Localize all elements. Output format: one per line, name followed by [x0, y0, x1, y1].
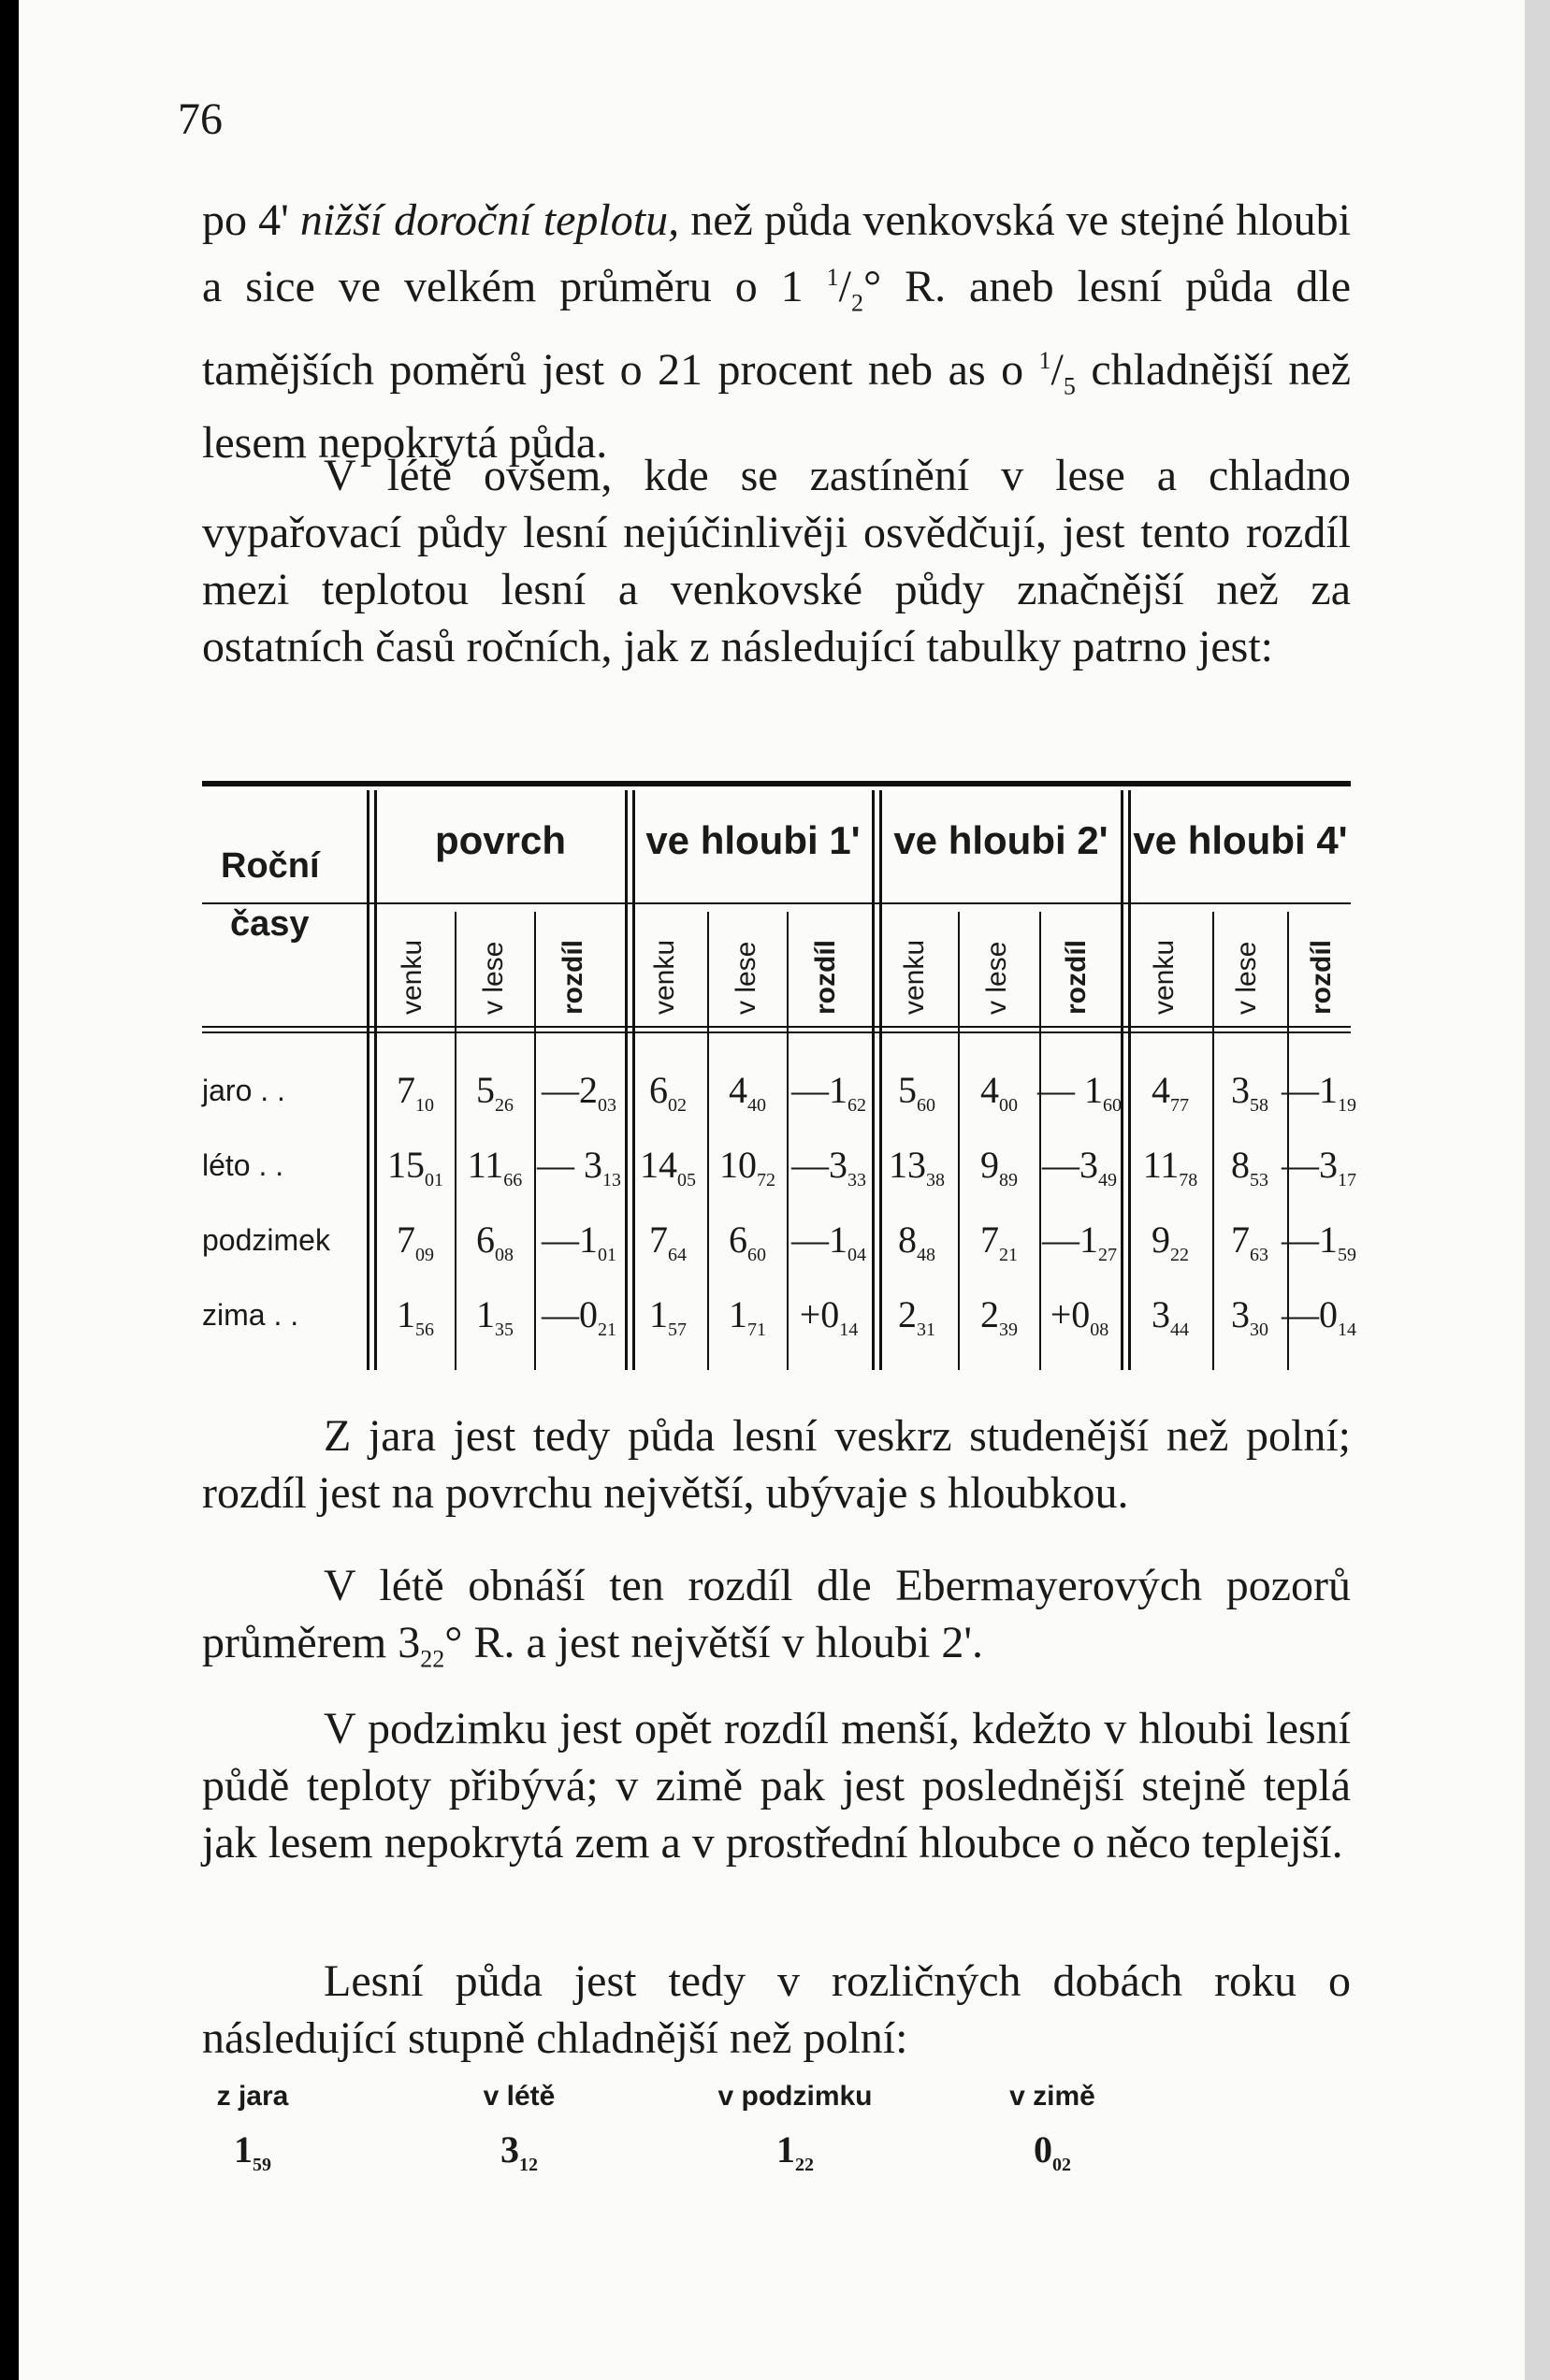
table-cell: $5_{60}$ [898, 1069, 935, 1116]
table-cell: $—3_{49}$ [1042, 1144, 1117, 1190]
table-cell: $3_{30}$ [1231, 1293, 1268, 1340]
subcol-rozdil: rozdíl [1306, 940, 1337, 1015]
table-cell: $14_{05}$ [640, 1144, 696, 1190]
subcol-v-lese: v lese [478, 941, 509, 1015]
summary-value: $0_{02}$ [1034, 2128, 1071, 2175]
table-cell: $—0_{14}$ [1282, 1293, 1356, 1340]
row-header-line1: Roční [221, 846, 320, 886]
table-cell: $—1_{19}$ [1282, 1069, 1356, 1116]
table-cell: $—1_{59}$ [1282, 1219, 1356, 1265]
group-header-hloubi-1: ve hloubi 1' [645, 818, 861, 862]
table-cell: $2_{31}$ [898, 1293, 935, 1340]
table-cell: $10_{72}$ [719, 1144, 775, 1190]
table-cell: $13_{38}$ [889, 1144, 945, 1190]
table-cell: $—1_{04}$ [791, 1219, 866, 1265]
page-edge [1525, 0, 1550, 2380]
table-cell: $—3_{17}$ [1282, 1144, 1356, 1190]
table-cell: $3_{44}$ [1152, 1293, 1189, 1340]
table-cell: $8_{48}$ [898, 1219, 935, 1265]
table-cell: $4_{00}$ [980, 1069, 1018, 1116]
page [19, 0, 1525, 2380]
table-cell: $9_{89}$ [980, 1144, 1018, 1190]
table-cell: $6_{02}$ [649, 1069, 687, 1116]
season-label: jaro . . [202, 1074, 285, 1107]
season-label: léto . . [202, 1148, 284, 1182]
table-cell: $7_{09}$ [397, 1219, 434, 1265]
summary-value: $1_{59}$ [234, 2128, 271, 2175]
subcol-venku: venku [649, 939, 680, 1015]
table-cell: — $1_{60}$ [1037, 1069, 1122, 1116]
group-header-hloubi-2: ve hloubi 2' [893, 818, 1108, 862]
table-cell: $1_{35}$ [476, 1293, 514, 1340]
subcol-v-lese: v lese [731, 941, 761, 1015]
subcol-rozdil: rozdíl [810, 940, 841, 1015]
summary-value: $3_{12}$ [500, 2128, 538, 2175]
table-cell: $11_{78}$ [1142, 1144, 1198, 1190]
table-cell: $15_{01}$ [387, 1144, 443, 1190]
summary-label: z jara [216, 2081, 289, 2112]
table-cell: $—3_{33}$ [791, 1144, 866, 1190]
season-label: podzimek [202, 1223, 330, 1257]
table-cell: $—1_{62}$ [791, 1069, 866, 1116]
summary-label: v zimě [1009, 2081, 1095, 2112]
group-header-hloubi-4: ve hloubi 4' [1133, 818, 1348, 862]
table-cell: $7_{10}$ [397, 1069, 434, 1116]
paragraph-2: V létě ovšem, kde se zastínění v lese a chladno vypařovací půdy lesní nejúčinlivěji osvědčují, jest tento rozdíl mezi teplotou lesní a venkovské půdy značnější než za ostatních časů ročních, jak z následující tabulky patrno jest: [202, 451, 1351, 671]
table-cell: $8_{53}$ [1231, 1144, 1268, 1190]
table-cell: $+0_{14}$ [799, 1293, 859, 1340]
subcol-venku: venku [1149, 939, 1180, 1015]
table-cell: $7_{21}$ [980, 1219, 1018, 1265]
table-cell: $11_{66}$ [467, 1144, 523, 1190]
table-cell: $+0_{08}$ [1050, 1293, 1109, 1340]
summary-value: $1_{22}$ [776, 2128, 814, 2175]
table-cell: $4_{40}$ [729, 1069, 766, 1116]
temperature-table [202, 781, 1356, 1375]
subcol-v-lese: v lese [981, 941, 1012, 1015]
row-header-line2: časy [230, 904, 310, 944]
table-cell: $3_{58}$ [1231, 1069, 1268, 1116]
table-cell: $5_{26}$ [476, 1069, 514, 1116]
summary-label: v létě [483, 2081, 556, 2112]
table-cell: $—1_{01}$ [542, 1219, 616, 1265]
subcol-rozdil: rozdíl [1061, 940, 1092, 1015]
table-cell: $9_{22}$ [1152, 1219, 1189, 1265]
paragraph-1: po 4' nižší doroční teplotu, než půda venkovská ve stejné hloubi a sice ve velkém průměru o 1 $^1/_2^\circ$ R. aneb lesní půda dle tamějších poměrů jest o 21 procent neb as o $^1/_5$ chladnější než lesem nepokrytá půda. [202, 195, 1352, 469]
group-header-povrch: povrch [434, 818, 567, 862]
subcol-venku: venku [899, 939, 930, 1015]
season-label: zima . . [202, 1298, 299, 1332]
table-cell: $7_{64}$ [649, 1219, 687, 1265]
table-cell: $2_{39}$ [980, 1293, 1018, 1340]
table-cell: $1_{56}$ [397, 1293, 434, 1340]
paragraph-5: V podzimku jest opět rozdíl menší, kdežto v hloubi lesní půdě teploty přibývá; v zimě pak jest poslednější stejně teplá jak lesem nepokrytá zem a v prostřední hloubce o něco teplejší. [202, 1704, 1351, 1868]
subcol-v-lese: v lese [1231, 941, 1262, 1015]
summary-label: v podzimku [717, 2081, 873, 2112]
table-cell: $1_{57}$ [649, 1293, 687, 1340]
table-cell: $6_{08}$ [476, 1219, 514, 1265]
table-cell: $6_{60}$ [729, 1219, 766, 1265]
paragraph-4: V létě obnáší ten rozdíl dle Ebermayerových pozorů průměrem $3_{22}^\circ$ R. a jest největší v hloubi 2'. [202, 1561, 1351, 1673]
paragraph-3: Z jara jest tedy půda lesní veskrz studenější než polní; rozdíl jest na povrchu největší, ubývaje s hloubkou. [202, 1411, 1351, 1518]
table-cell: — $3_{13}$ [537, 1144, 621, 1190]
subcol-venku: venku [397, 939, 427, 1015]
table-cell: $—2_{03}$ [542, 1069, 616, 1116]
table-cell: $4_{77}$ [1152, 1069, 1189, 1116]
table-cell: $7_{63}$ [1231, 1219, 1268, 1265]
table-cell: $—1_{27}$ [1042, 1219, 1117, 1265]
page-number: 76 [178, 94, 223, 144]
subcol-rozdil: rozdíl [558, 940, 588, 1015]
table-cell: $1_{71}$ [729, 1293, 766, 1340]
paragraph-6: Lesní půda jest tedy v rozličných dobách roku o následující stupně chladnější než polní: [202, 1956, 1351, 2063]
table-cell: $—0_{21}$ [542, 1293, 616, 1340]
